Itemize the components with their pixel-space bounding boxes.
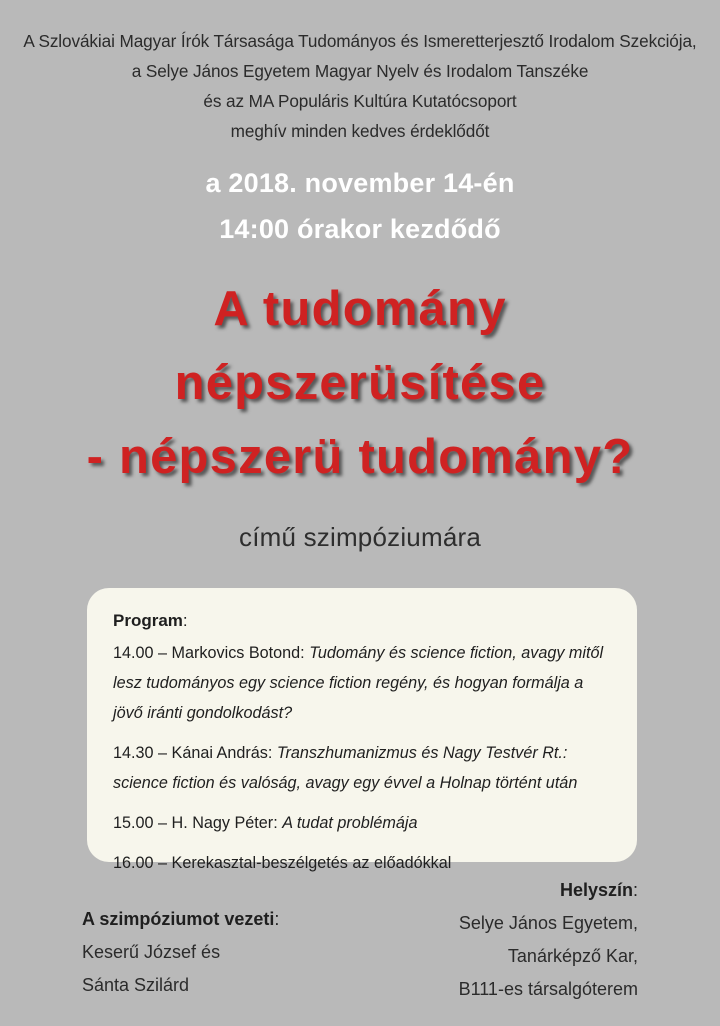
venue-line-2: Tanárképző Kar, <box>507 946 638 966</box>
program-item-dash: – <box>158 854 168 872</box>
main-title <box>0 272 720 494</box>
invitation-line-2: a Selye János Egyetem Magyar Nyelv és Irodalom Tanszéke <box>131 61 589 81</box>
venue-heading-label: Helyszín <box>559 880 633 900</box>
chairs-line-2: Sánta Szilárd <box>82 975 190 995</box>
chairs-line-1: Keserű József és <box>82 942 221 962</box>
event-date: a 2018. november 14-én <box>205 168 515 198</box>
chairs-heading-colon: : <box>274 909 280 929</box>
venue-block <box>308 874 638 1006</box>
program-item-talk-title: Tudomány és science fiction, avagy mitől lesz tudományos egy science fiction regény, és hogyan formálja a jövő iránti gondolkodást? <box>113 644 604 722</box>
program-item-time: 14.00 <box>113 644 154 662</box>
program-heading-colon: : <box>182 611 188 630</box>
program-heading-label: Program <box>113 611 183 630</box>
program-heading <box>113 606 611 636</box>
program-item-time: 14.30 <box>113 744 154 762</box>
date-time-block <box>0 160 720 252</box>
program-item-speaker: H. Nagy Péter: <box>171 814 278 832</box>
subtitle-text: című szimpóziumára <box>239 522 481 552</box>
program-item-speaker: Kerekasztal-beszélgetés az előadókkal <box>171 854 452 872</box>
program-item-dash: – <box>158 644 168 662</box>
invitation-line-4: meghív minden kedves érdeklődőt <box>230 121 490 141</box>
chairs-heading-label: A szimpóziumot vezeti <box>82 909 275 929</box>
program-item-dash: – <box>158 814 168 832</box>
venue-line-1: Selye János Egyetem, <box>458 913 638 933</box>
program-item-time: 15.00 <box>113 814 154 832</box>
program-item-time: 16.00 <box>113 854 154 872</box>
event-time: 14:00 órakor kezdődő <box>219 214 501 244</box>
venue-line-3: B111-es társalgóterem <box>458 979 638 999</box>
program-panel <box>87 588 637 872</box>
venue-heading-colon: : <box>632 880 638 900</box>
subtitle-block <box>0 518 720 556</box>
program-item-talk-title: Transzhumanizmus és Nagy Testvér Rt.: science fiction és valóság, avagy egy évvel a Holnap történt után <box>113 744 578 792</box>
venue-heading <box>308 874 638 907</box>
program-item <box>113 738 611 798</box>
program-item <box>113 638 611 728</box>
program-item-speaker: Kánai András: <box>171 744 273 762</box>
main-title-line-1: A tudomány <box>213 282 507 336</box>
invitation-line-3: és az MA Populáris Kultúra Kutatócsoport <box>203 91 517 111</box>
program-item-dash: – <box>158 744 168 762</box>
invitation-line-1: A Szlovákiai Magyar Írók Társasága Tudományos és Ismeretterjesztő Irodalom Szekciója, <box>23 31 697 51</box>
main-title-line-3: - népszerü tudomány? <box>86 430 634 484</box>
program-item <box>113 808 611 838</box>
program-item-talk-title: A tudat problémája <box>282 814 418 832</box>
invitation-block <box>0 26 720 146</box>
program-item-speaker: Markovics Botond: <box>171 644 305 662</box>
main-title-line-2: népszerüsítése <box>174 356 546 410</box>
